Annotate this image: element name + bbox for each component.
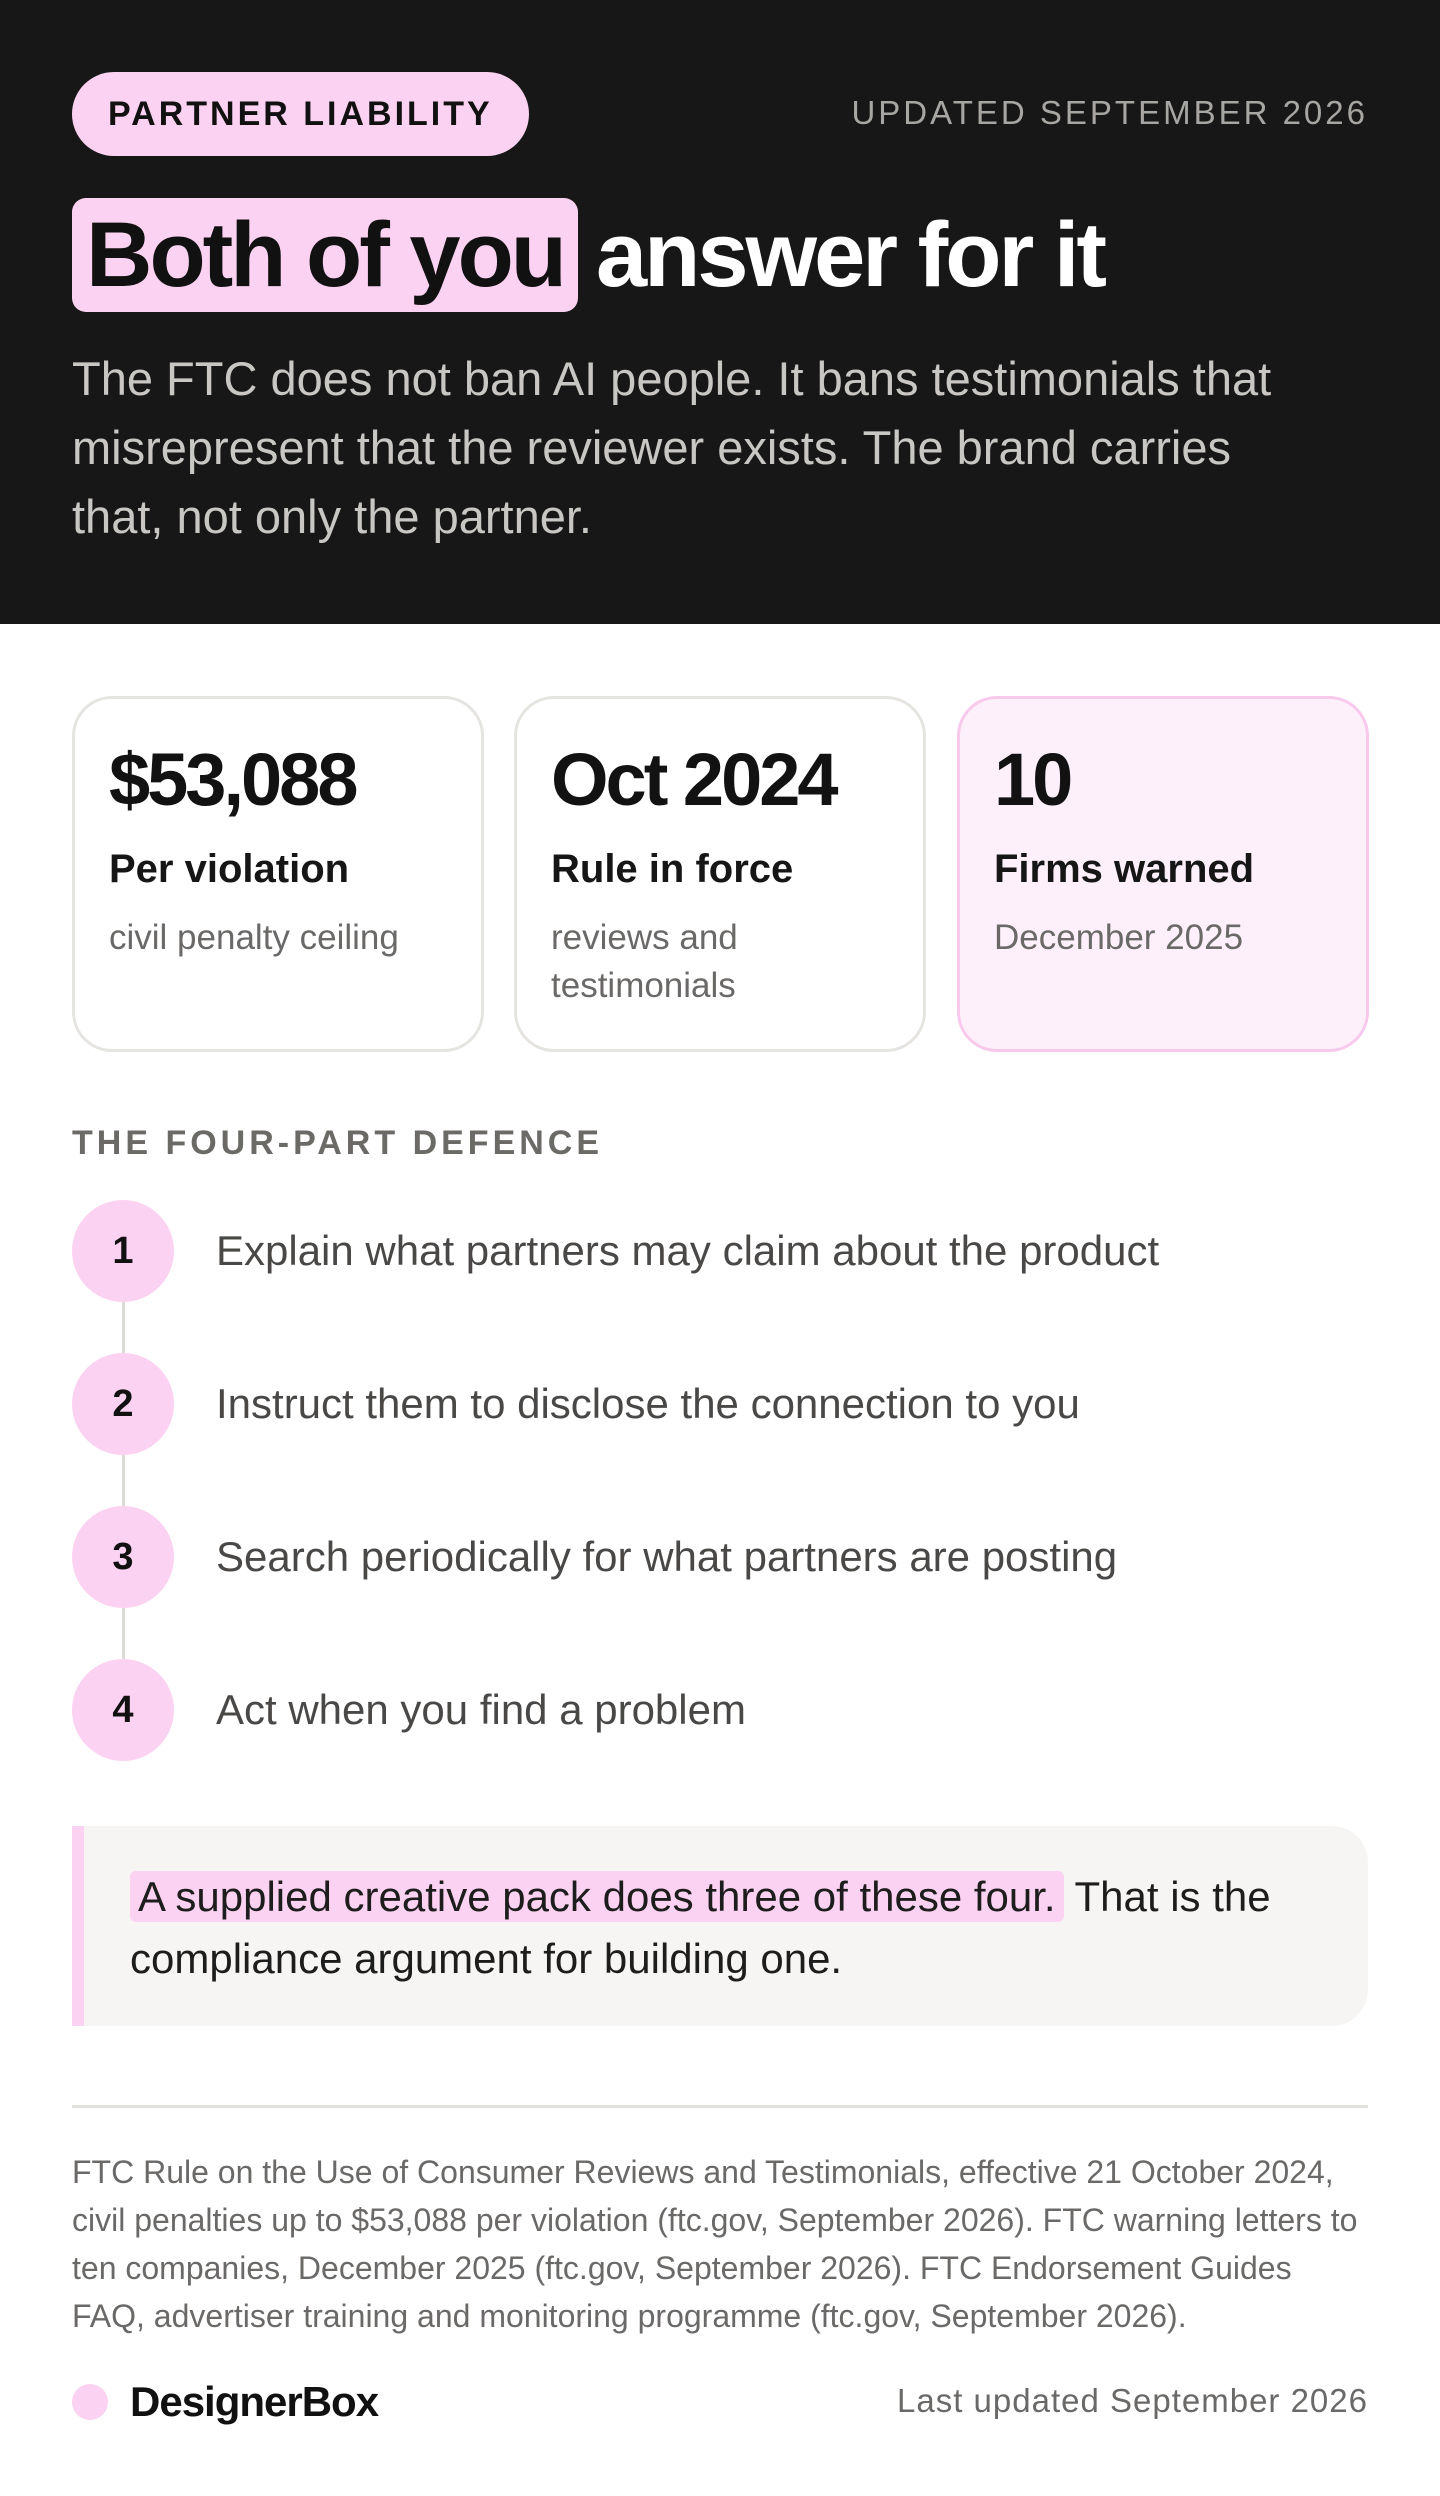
brand-dot-icon xyxy=(72,2384,108,2420)
stat-card-penalty xyxy=(72,696,484,1052)
list-item xyxy=(72,1200,1159,1302)
category-tag: PARTNER LIABILITY xyxy=(72,72,529,156)
step-text: Search periodically for what partners are posting xyxy=(216,1533,1118,1580)
stat-label: Rule in force xyxy=(551,847,794,891)
page-title-rest: answer for it xyxy=(596,204,1105,306)
list-item xyxy=(72,1506,1117,1608)
updated-date-header: UPDATED SEPTEMBER 2026 xyxy=(851,94,1368,131)
page-title xyxy=(72,198,1104,312)
stat-label: Firms warned xyxy=(994,847,1255,891)
stat-card-rule xyxy=(514,696,926,1052)
stat-card-firms xyxy=(957,696,1369,1052)
brand-logo xyxy=(72,2380,378,2424)
step-connector-line xyxy=(122,1250,125,1710)
step-text: Explain what partners may claim about the product xyxy=(216,1227,1160,1274)
step-text: Act when you find a problem xyxy=(216,1686,746,1733)
stat-value: $53,088 xyxy=(109,738,356,821)
stat-value: Oct 2024 xyxy=(551,738,836,821)
callout-text: That is the compliance argument for building one. xyxy=(130,1873,1271,1982)
list-item xyxy=(72,1353,1080,1455)
step-text: Instruct them to disclose the connection to you xyxy=(216,1380,1080,1427)
hero-header xyxy=(0,0,1440,624)
callout-highlight: A supplied creative pack does three of these four. xyxy=(130,1871,1064,1922)
page-title-highlight: Both of you xyxy=(72,198,578,312)
defence-steps xyxy=(72,1200,1372,1760)
footer-divider xyxy=(72,2105,1368,2108)
step-number: 2 xyxy=(72,1353,174,1455)
sources-note: FTC Rule on the Use of Consumer Reviews and Testimonials, effective 21 October 2024, civil penalties up to $53,088 per violation (ftc.gov, September 2026). FTC warning letters to ten companies, December 2025 (ftc.gov, September 2026). FTC Endorsement Guides FAQ, advertiser training and monitoring programme (ftc.gov, September 2026). xyxy=(72,2154,1358,2334)
updated-date-footer: Last updated September 2026 xyxy=(896,2382,1368,2419)
step-number: 4 xyxy=(72,1659,174,1761)
step-number: 3 xyxy=(72,1506,174,1608)
brand-name: DesignerBox xyxy=(130,2378,379,2425)
list-item xyxy=(72,1659,746,1761)
page-subtitle: The FTC does not ban AI people. It bans testimonials that misrepresent that the reviewer exists. The brand carries that, not only the partner. xyxy=(72,352,1272,543)
step-number: 1 xyxy=(72,1200,174,1302)
stat-note: reviews and testimonials xyxy=(551,918,738,1005)
stat-label: Per violation xyxy=(109,847,350,891)
stat-value: 10 xyxy=(994,738,1071,821)
callout-quote xyxy=(72,1826,1368,2026)
stat-note: December 2025 xyxy=(994,918,1244,957)
section-heading: THE FOUR-PART DEFENCE xyxy=(72,1124,604,1162)
stat-note: civil penalty ceiling xyxy=(109,918,399,957)
